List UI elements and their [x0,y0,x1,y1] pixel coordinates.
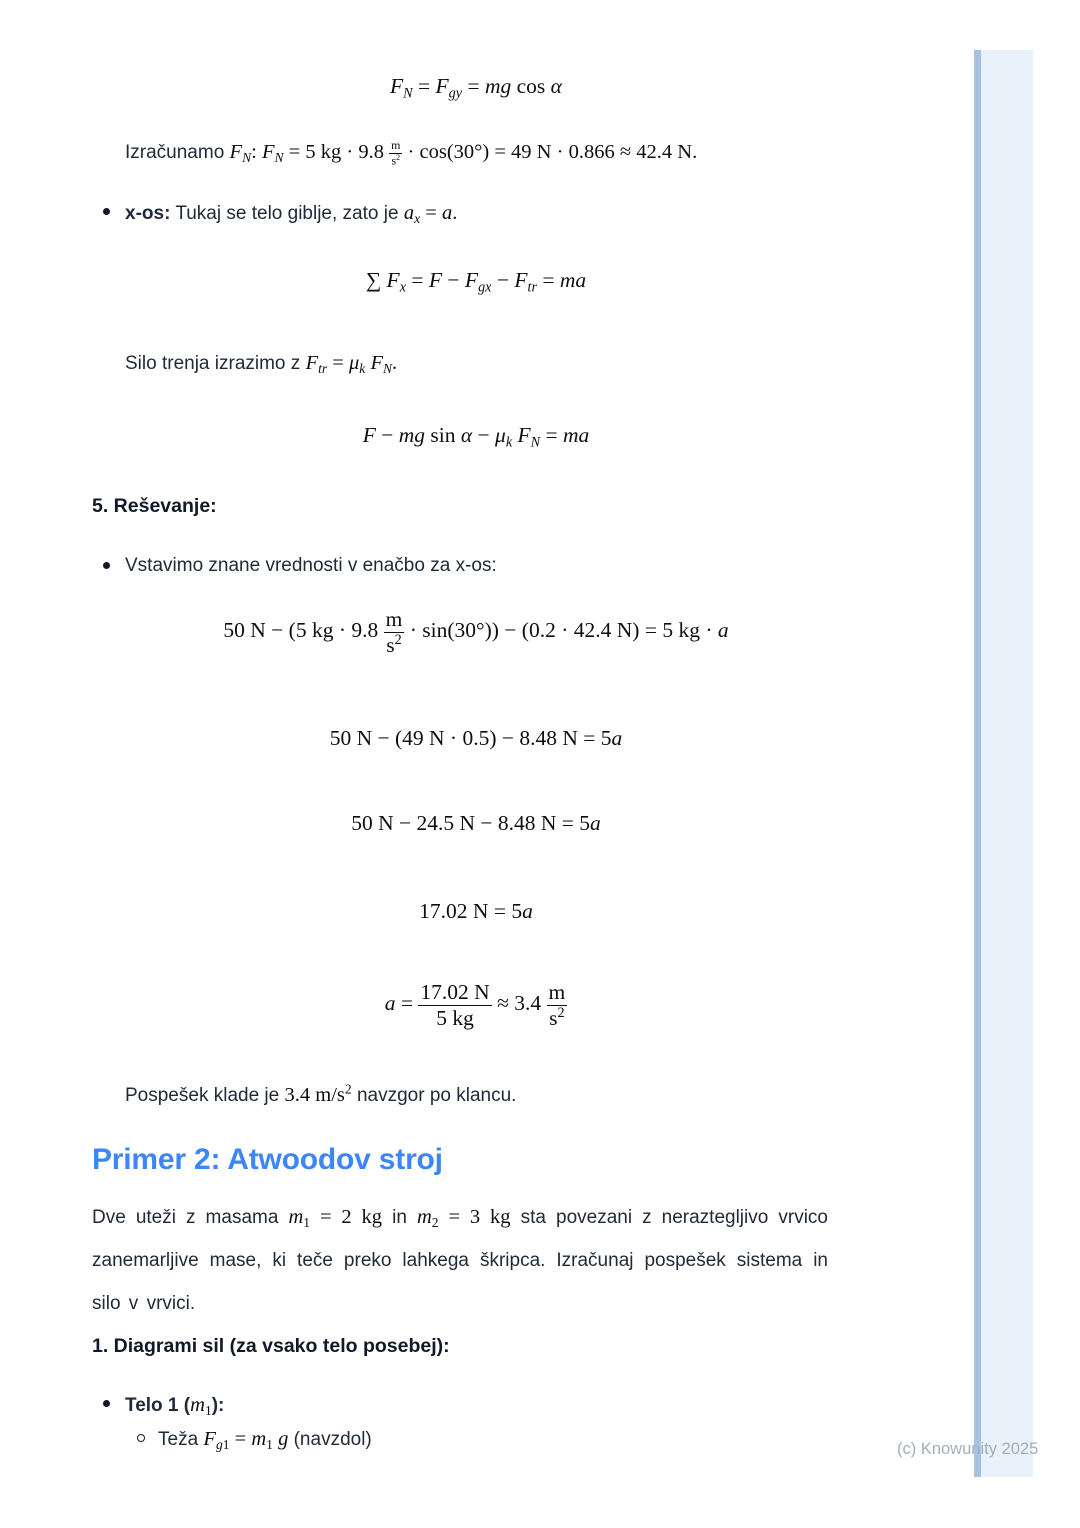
formula-substituted-values: 50 N − (5 kg · 9.8 $\frac{m}{s^2}$ · sin(30°)) − (0.2 · 42.4 N) = 5 kg · a [223,607,729,657]
formula-simplify-step-2: 50 N − 24.5 N − 8.48 N = 5a [351,811,601,835]
line-friction-expression: Silo trenja izrazimo z Ftr = μk FN. [125,352,398,377]
subbullet-weight-1-text: Teža Fg1 = m1 g (navzdol) [158,1428,372,1453]
bullet-body-1 [92,1389,832,1422]
paragraph-atwood-problem: Dve uteži z masama m1 = 2 kg in m2 = 3 kg sta povezani z neraztegljivo vrvico zanemarljive mase, ki teče preko lahkega škripca. Izračunaj pospešek sistema in silo v vrvici. [92,1206,828,1314]
bullet-body-1-text: Telo 1 (m1): [125,1394,225,1419]
subbullet-weight-1 [92,1423,832,1456]
bullet-circle-icon [134,1423,158,1456]
bullet-disc-icon [101,197,125,230]
formula-simplify-step-3: 17.02 N = 5a [419,899,533,923]
formula-simplify-step-1: 50 N − (49 N · 0.5) − 8.48 N = 5a [329,726,623,750]
formula-normal-force: FN = Fgy = mg cos α [390,74,562,102]
watermark-copyright: (c) Knowunity 2025 [897,1440,1039,1458]
line-acceleration-conclusion: Pospešek klade je 3.4 $m/s^2$ navzgor po klancu. [125,1081,517,1106]
formula-sum-forces-x: ∑ Fx = F − Fgx − Ftr = ma [365,268,587,296]
line-calculate-fn: Izračunamo FN: FN = 5 kg · 9.8 $\frac{m}{s^2}$ · cos(30°) = 49 N · 0.866 ≈ 42.4 N. [125,137,698,167]
bullet-x-axis [92,197,832,230]
heading-solving: 5. Reševanje: [92,495,217,517]
next-page-preview-strip [981,50,1033,1477]
formula-acceleration-result: a = $\frac{17.02 N}{5 kg}$ ≈ 3.4 $\frac{m}{s^2}$ [384,980,566,1030]
heading-primer-2: Primer 2: Atwoodov stroj [92,1143,443,1176]
bullet-disc-icon [101,551,125,581]
formula-equation-of-motion: F − mg sin α − μk FN = ma [362,423,590,451]
heading-force-diagrams: 1. Diagrami sil (za vsako telo posebej): [92,1335,450,1357]
bullet-x-axis-text: x-os: Tukaj se telo giblje, zato je ax = a. [125,202,458,227]
bullet-insert-values-text: Vstavimo znane vrednosti v enačbo za x-os: [125,555,497,576]
bullet-insert-values [92,551,832,581]
bullet-disc-icon [101,1389,125,1422]
page-edge-line [974,50,981,1477]
